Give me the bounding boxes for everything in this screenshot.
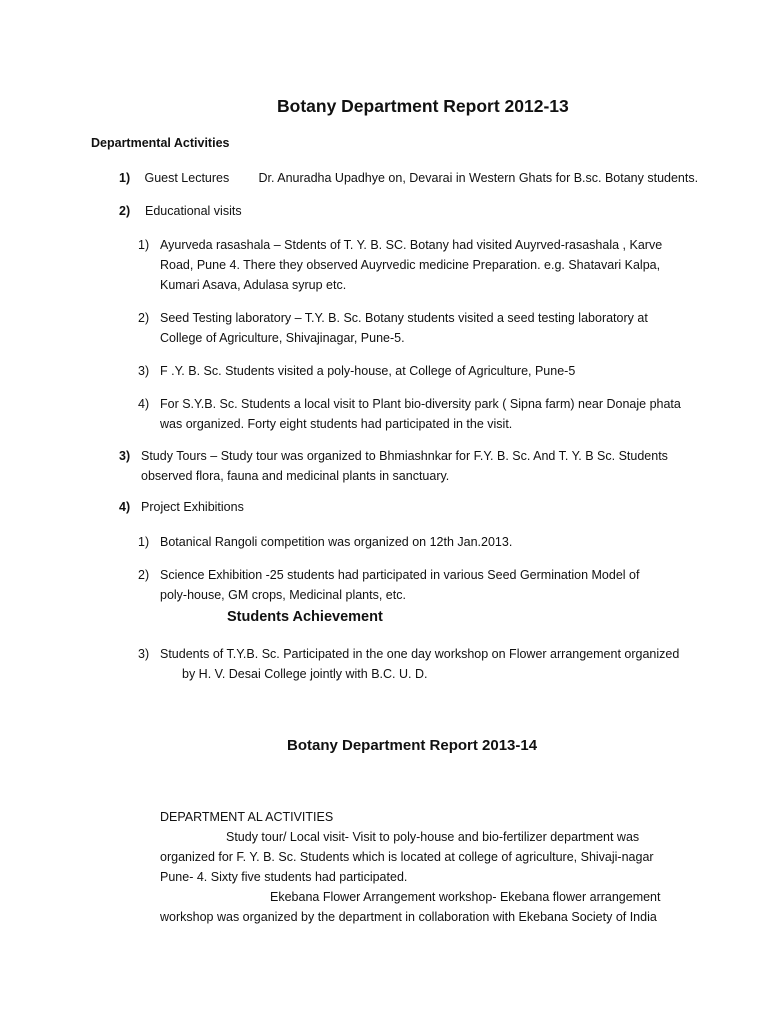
sub-item-line: For S.Y.B. Sc. Students a local visit to Plant bio-diversity park ( Sipna farm) near Donaje phata	[160, 397, 681, 411]
item-guest-lectures	[119, 171, 698, 185]
sub-item-number: 2)	[138, 568, 150, 582]
item-number: 2)	[119, 204, 131, 218]
item-label: Study Tours	[141, 449, 207, 463]
report-title-2013-14: Botany Department Report 2013-14	[287, 737, 538, 754]
item-number: 3)	[119, 449, 131, 463]
paragraph-line: Ekebana Flower Arrangement workshop- Ekebana flower arrangement	[270, 890, 661, 904]
sub-item-line: Kumari Asava, Adulasa syrup etc.	[160, 278, 347, 292]
section-heading-department-activities: DEPARTMENT AL ACTIVITIES	[160, 810, 334, 824]
sub-item-number: 2)	[138, 311, 150, 325]
section-heading-departmental-activities: Departmental Activities	[91, 136, 230, 150]
sub-item-line: Ayurveda rasashala – Stdents of T. Y. B. SC. Botany had visited Auyrved-rasashala , Karve	[160, 238, 663, 252]
paragraph-line: Pune- 4. Sixty five students had participated.	[160, 870, 408, 884]
sub-item-line: by H. V. Desai College jointly with B.C. U. D.	[182, 667, 428, 681]
sub-item-number: 3)	[138, 647, 150, 661]
report-title-2012-13: Botany Department Report 2012-13	[277, 96, 569, 116]
sub-item-line: Road, Pune 4. There they observed Auyrvedic medicine Preparation. e.g. Shatavari Kalpa,	[160, 258, 661, 272]
paragraph-ekebana	[160, 887, 661, 927]
sub-item-line: Students of T.Y.B. Sc. Participated in the one day workshop on Flower arrangement organized	[160, 647, 680, 661]
item-line: – Study tour was organized to Bhmiashnkar for F.Y. B. Sc. And T. Y. B Sc. Students	[210, 449, 668, 463]
sub-item-science-exhibition	[138, 565, 639, 605]
sub-item-poly-house	[138, 361, 575, 381]
item-text: Dr. Anuradha Upadhye on, Devarai in Western Ghats for B.sc. Botany students.	[258, 171, 699, 185]
item-line: observed flora, fauna and medicinal plants in sanctuary.	[141, 469, 450, 483]
sub-item-biodiversity-park	[138, 394, 681, 434]
item-label: Project Exhibitions	[141, 500, 244, 514]
item-educational-visits	[119, 204, 242, 218]
sub-item-line: was organized. Forty eight students had participated in the visit.	[160, 417, 513, 431]
paragraph-line: Study tour/ Local visit- Visit to poly-house and bio-fertilizer department was	[226, 830, 640, 844]
item-number: 1)	[119, 171, 131, 185]
students-achievement-heading: Students Achievement	[227, 609, 383, 625]
item-project-exhibitions	[119, 500, 244, 514]
sub-item-ayurveda	[138, 235, 662, 295]
sub-item-line: College of Agriculture, Shivajinagar, Pune-5.	[160, 331, 405, 345]
sub-item-line: F .Y. B. Sc. Students visited a poly-house, at College of Agriculture, Pune-5	[160, 364, 576, 378]
sub-item-number: 4)	[138, 397, 150, 411]
sub-item-rangoli	[138, 532, 512, 552]
sub-item-number: 1)	[138, 535, 150, 549]
sub-item-number: 1)	[138, 238, 150, 252]
sub-item-seed-testing	[138, 308, 648, 348]
sub-item-line: Seed Testing laboratory – T.Y. B. Sc. Botany students visited a seed testing laboratory at	[160, 311, 648, 325]
paragraph-line: workshop was organized by the department in collaboration with Ekebana Society of India	[160, 910, 657, 924]
item-label: Educational visits	[145, 204, 242, 218]
sub-item-line: Science Exhibition -25 students had participated in various Seed Germination Model of	[160, 568, 640, 582]
sub-item-number: 3)	[138, 364, 150, 378]
item-number: 4)	[119, 500, 131, 514]
paragraph-line: organized for F. Y. B. Sc. Students which is located at college of agriculture, Shivaji-nagar	[160, 850, 654, 864]
item-study-tours	[119, 446, 668, 486]
sub-item-line: Botanical Rangoli competition was organized on 12th Jan.2013.	[160, 535, 513, 549]
achievement-item	[138, 644, 679, 684]
sub-item-line: poly-house, GM crops, Medicinal plants, etc.	[160, 588, 406, 602]
item-label: Guest Lectures	[144, 171, 230, 185]
paragraph-study-tour	[160, 827, 654, 887]
